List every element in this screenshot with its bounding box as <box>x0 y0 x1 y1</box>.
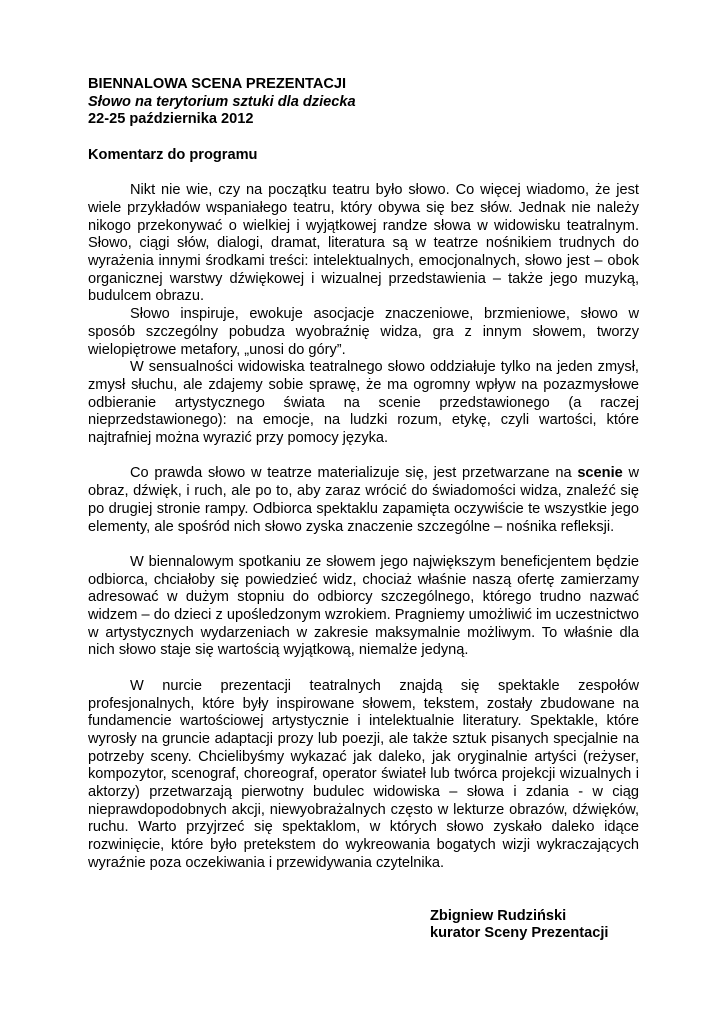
document-page <box>88 76 639 943</box>
document-subtitle: Słowo na terytorium sztuki dla dziecka <box>88 93 356 110</box>
document-title: BIENNALOWA SCENA PREZENTACJI <box>88 76 347 92</box>
paragraph-3: W sensualności widowiska teatralnego słowo oddziałuje tylko na jeden zmysł, zmysł słuchu, ale zdajemy sobie sprawę, że ma ogromny wpływ na pozazmysłowe odbieranie artystycznego świata na scenie przedstawionego (a raczej nieprzedstawionego): na emocje, na ludzki rozum, etykę, czyli wartości, które najtrafniej można wyrazić przy pomocy języka. <box>88 359 639 447</box>
paragraph-6: W nurcie prezentacji teatralnych znajdą się spektakle zespołów profesjonalnych, które były inspirowane słowem, tekstem, zostały zbudowane na fundamencie wartościowej artystycznie i intelektualnie literatury. Spektakle, które wyrosły na gruncie adaptacji prozy lub poezji, ale także sztuk pisanych specjalnie na potrzeby sceny. Chcielibyśmy wykazać jak daleko, jak oryginalnie artyści (reżyser, kompozytor, scenograf, choreograf, operator świateł lub twórca projekcji wizualnych i aktorzy) przetwarzają pierwotny budulec widowiska – słowa i zdania - w ciąg nieprawdopodobnych akcji, niewyobrażalnych często w lekturze obrazów, dźwięków, ruchu. Warto przyjrzeć się spektaklom, w których słowo zyskało daleko idące rozwinięcie, które było pretekstem do wykreowania bogatych wizji wykraczających wyraźnie poza oczekiwania i przewidywania czytelnika. <box>88 677 639 871</box>
paragraph-4-bold-word: scenie <box>577 465 623 482</box>
signature-role: kurator Sceny Prezentacji <box>430 925 609 942</box>
signature-block <box>430 908 639 943</box>
paragraph-5: W biennalowym spotkaniu ze słowem jego największym beneficjentem będzie odbiorca, chciałoby się powiedzieć widz, chociaż właśnie naszą ofertę zamierzamy adresować w dużym stopniu do odbiorcy szczególnego, którego trudno nazwać widzem – do dzieci z upośledzonym wzrokiem. Pragniemy umożliwić im uczestnictwo w artystycznych wydarzeniach w zakresie maksymalnie możliwym. To właśnie dla nich słowo staje się wartością wyjątkową, niemalże jedyną. <box>88 553 639 659</box>
paragraph-4 <box>88 465 639 536</box>
event-dates: 22-25 października 2012 <box>88 111 254 128</box>
paragraph-1: Nikt nie wie, czy na początku teatru było słowo. Co więcej wiadomo, że jest wiele przykładów wspaniałego teatru, który obywa się bez słów. Jednak nie należy nikogo przekonywać o wielkiej i wyjątkowej randze słowa w widowisku teatralnym. Słowo, ciągi słów, dialogi, dramat, literatura są w teatrze nośnikiem trudnych do wyrażenia innymi środkami treści: intelektualnych, emocjonalnych, słowo jest – obok organicznej warstwy dźwiękowej i wizualnej przedstawienia – także jego muzyką, budulcem obrazu. <box>88 182 639 305</box>
paragraph-4-start: Co prawda słowo w teatrze materializuje się, jest przetwarzane na <box>130 465 578 482</box>
paragraph-2: Słowo inspiruje, ewokuje asocjacje znaczeniowe, brzmieniowe, słowo w sposób szczególny pobudza wyobraźnię widza, gra z innym słowem, tworzy wielopiętrowe metafory, „unosi do góry”. <box>88 306 639 358</box>
signature-name: Zbigniew Rudziński <box>430 907 567 924</box>
section-title: Komentarz do programu <box>88 146 258 163</box>
paragraph-4-end: w obraz, dźwięk, i ruch, ale po to, aby zaraz wrócić do świadomości widza, znaleźć się po drugiej stronie rampy. Odbiorca spektaklu zapamięta oczywiście te wszystkie jego elementy, ale spośród nich słowo zyska znaczenie szczególne – nośnika refleksji. <box>88 465 640 535</box>
